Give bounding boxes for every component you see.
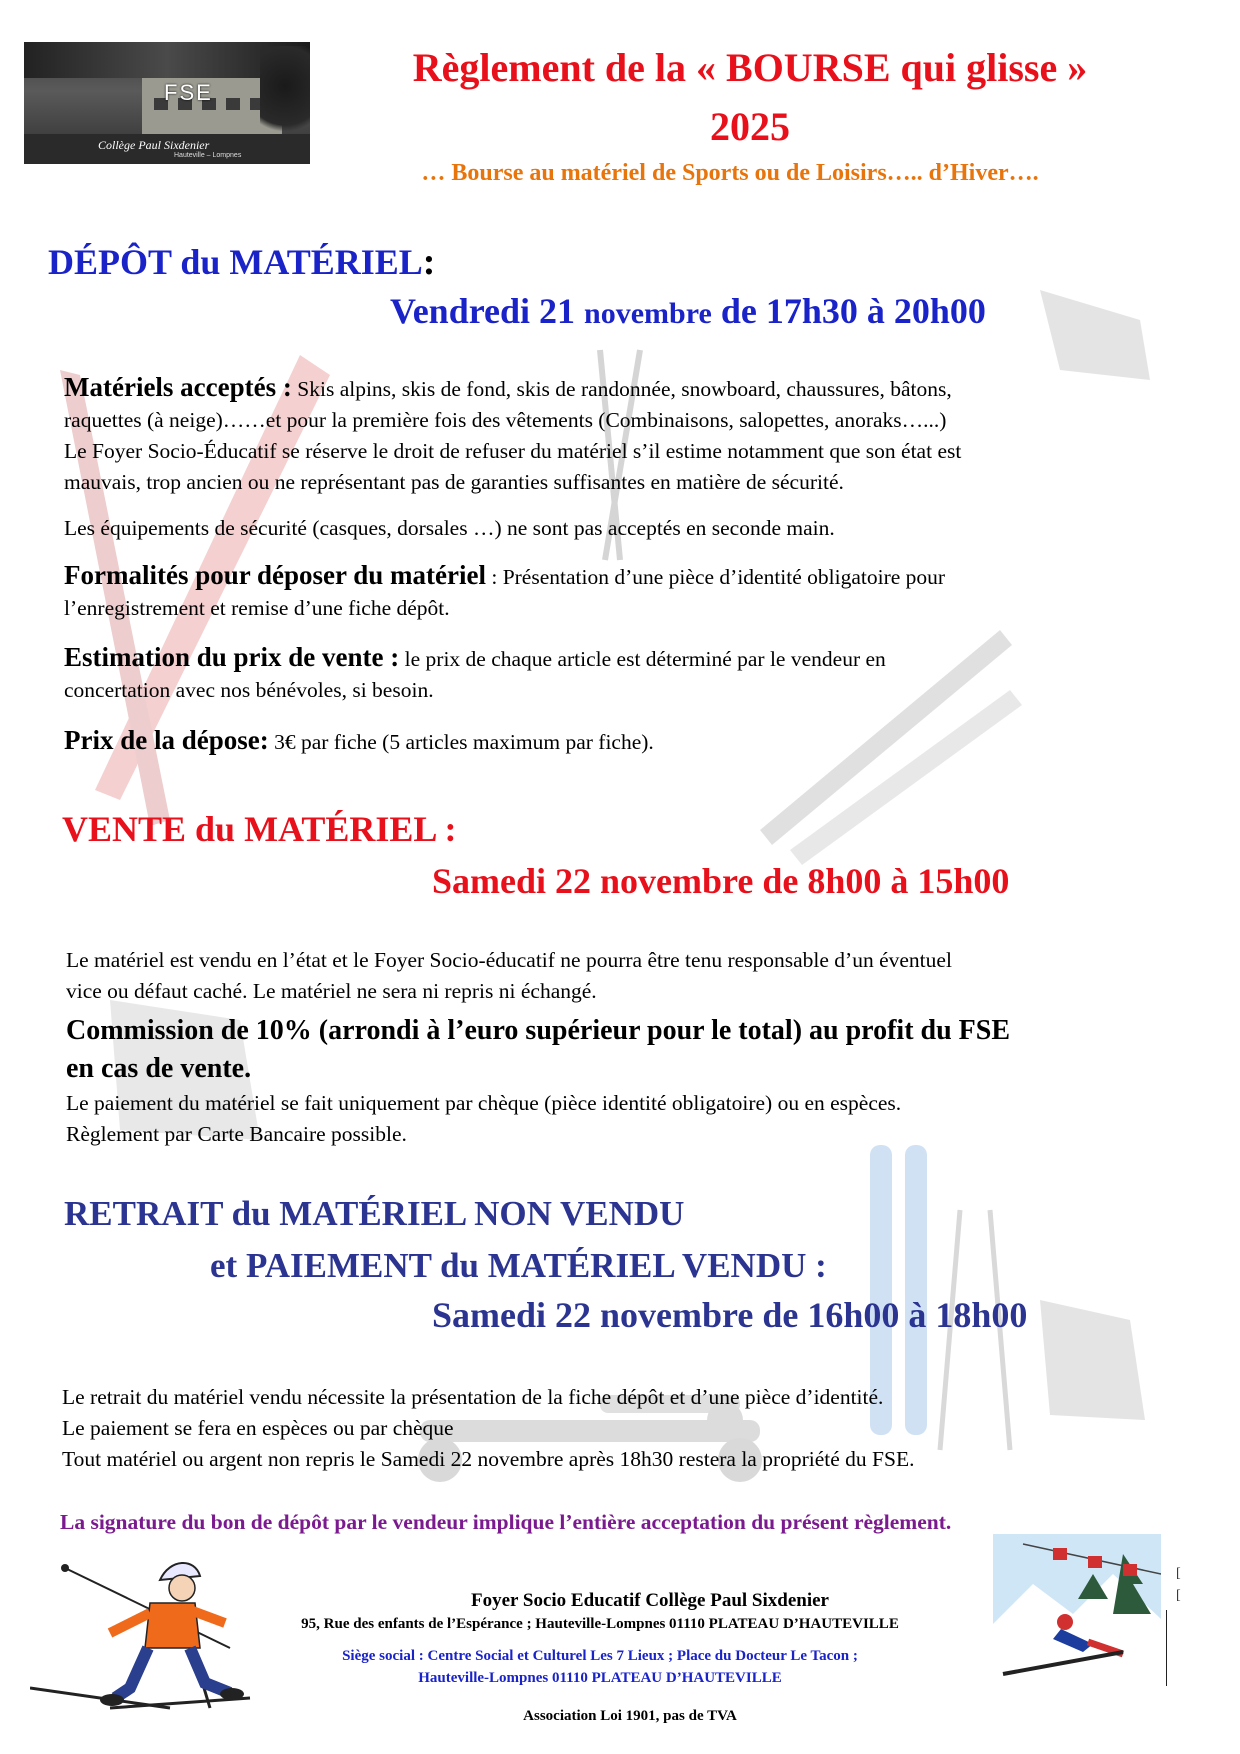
ski-boot-icon [1040, 290, 1150, 380]
commission-paragraph [66, 1012, 1226, 1088]
formalites-text-1: : Présentation d’une pièce d’identité obligatoire pour [485, 565, 946, 589]
vente-text-2: vice ou défaut caché. Le matériel ne sera ni repris ni échangé. [66, 979, 597, 1003]
retrait-heading-2: et PAIEMENT du MATÉRIEL VENDU : [210, 1246, 827, 1285]
depot-date-month: novembre [584, 297, 712, 330]
prix-paragraph [64, 725, 1224, 758]
retrait-text-1: Le retrait du matériel vendu nécessite la présentation de la fiche dépôt et d’une pièce d’identité. [62, 1385, 884, 1409]
depot-heading-text: DÉPÔT du MATÉRIEL [48, 242, 423, 282]
estimation-paragraph [64, 642, 1224, 706]
footer-address: 95, Rue des enfants de l’Espérance ; Hauteville-Lompnes 01110 PLATEAU D’HAUTEVILLE [301, 1616, 899, 1632]
vente-text-1: Le matériel est vendu en l’état et le Foyer Socio-éducatif ne pourra être tenu responsable d’un éventuel [66, 948, 952, 972]
materiels-text-2: raquettes (à neige)……et pour la première fois des vêtements (Combinaisons, salopettes, anoraks…...) [64, 408, 947, 432]
commission-text-2: en cas de vente. [66, 1053, 252, 1084]
depot-date-day: Vendredi 21 [390, 291, 576, 331]
paiement-paragraph [66, 1088, 1226, 1150]
materiels-label: Matériels acceptés : [64, 372, 292, 402]
retrait-paragraph [62, 1382, 1222, 1475]
logo-city-text: Hauteville – Lompnes [174, 152, 242, 159]
commission-text-1: Commission de 10% (arrondi à l’euro supérieur pour le total) au profit du FSE [66, 1015, 1011, 1046]
vente-date: Samedi 22 novembre de 8h00 à 15h00 [432, 861, 1010, 901]
page-title: Règlement de la « BOURSE qui glisse » [412, 45, 1088, 90]
prix-text: 3€ par fiche (5 articles maximum par fiche). [268, 730, 654, 754]
logo-college-text: Collège Paul Sixdenier [98, 138, 210, 152]
materiels-text-3: Le Foyer Socio-Éducatif se réserve le droit de refuser du matériel s’il estime notamment que son état est [64, 439, 962, 463]
estimation-text-1: le prix de chaque article est déterminé par le vendeur en [399, 647, 886, 671]
page-subtitle: … Bourse au matériel de Sports ou de Loisirs….. d’Hiver…. [421, 160, 1039, 186]
depot-date-time: de 17h30 à 20h00 [720, 291, 986, 331]
footer-bracket-2: [ [1176, 1588, 1181, 1603]
footer-siege-1: Siège social : Centre Social et Culturel Les 7 Lieux ; Place du Docteur Le Tacon ; [342, 1648, 858, 1664]
formalites-label: Formalités pour déposer du matériel [64, 560, 486, 590]
vente-heading: VENTE du MATÉRIEL : [62, 809, 457, 849]
depot-heading-colon: : [422, 241, 436, 283]
retrait-text-3: Tout matériel ou argent non repris le Samedi 22 novembre après 18h30 restera la propriété du FSE. [62, 1447, 915, 1471]
prix-label: Prix de la dépose: [64, 725, 269, 755]
retrait-heading: RETRAIT du MATÉRIEL NON VENDU [64, 1194, 685, 1233]
materiels-text-4: mauvais, trop ancien ou ne représentant pas de garanties suffisantes en matière de sécurité. [64, 470, 844, 494]
cross-country-skier-icon [30, 1548, 260, 1718]
estimation-label: Estimation du prix de vente : [64, 642, 400, 672]
retrait-date: Samedi 22 novembre de 16h00 à 18h00 [432, 1295, 1028, 1335]
paiement-text-1: Le paiement du matériel se fait uniquement par chèque (pièce identité obligatoire) ou en espèces. [66, 1091, 902, 1115]
depot-heading [48, 240, 435, 284]
college-photo-logo [24, 42, 310, 164]
footer-siege-2: Hauteville-Lompnes 01110 PLATEAU D’HAUTEVILLE [418, 1670, 782, 1686]
footer-divider [1166, 1610, 1167, 1686]
alpine-skier-picture [993, 1534, 1161, 1686]
page-title-year: 2025 [710, 104, 790, 149]
securite-text: Les équipements de sécurité (casques, dorsales …) ne sont pas acceptés en seconde main. [64, 516, 835, 540]
materiels-paragraph [64, 372, 1224, 498]
formalites-text-2: l’enregistrement et remise d’une fiche dépôt. [64, 596, 450, 620]
footer-bracket-1: [ [1176, 1566, 1181, 1581]
paiement-text-2: Règlement par Carte Bancaire possible. [66, 1122, 407, 1146]
formalites-paragraph [64, 560, 1224, 624]
logo-fse-text: FSE [164, 80, 213, 105]
vente-paragraph [66, 945, 1226, 1007]
retrait-text-2: Le paiement se fera en espèces ou par chèque [62, 1416, 454, 1440]
depot-date [390, 290, 986, 332]
materiels-text-1: Skis alpins, skis de fond, skis de randonnée, snowboard, chaussures, bâtons, [291, 377, 952, 401]
footer-org: Foyer Socio Educatif Collège Paul Sixdenier [471, 1590, 829, 1611]
signature-note: La signature du bon de dépôt par le vendeur implique l’entière acceptation du présent règlement. [60, 1510, 952, 1534]
estimation-text-2: concertation avec nos bénévoles, si besoin. [64, 678, 434, 702]
footer-association: Association Loi 1901, pas de TVA [523, 1708, 737, 1724]
